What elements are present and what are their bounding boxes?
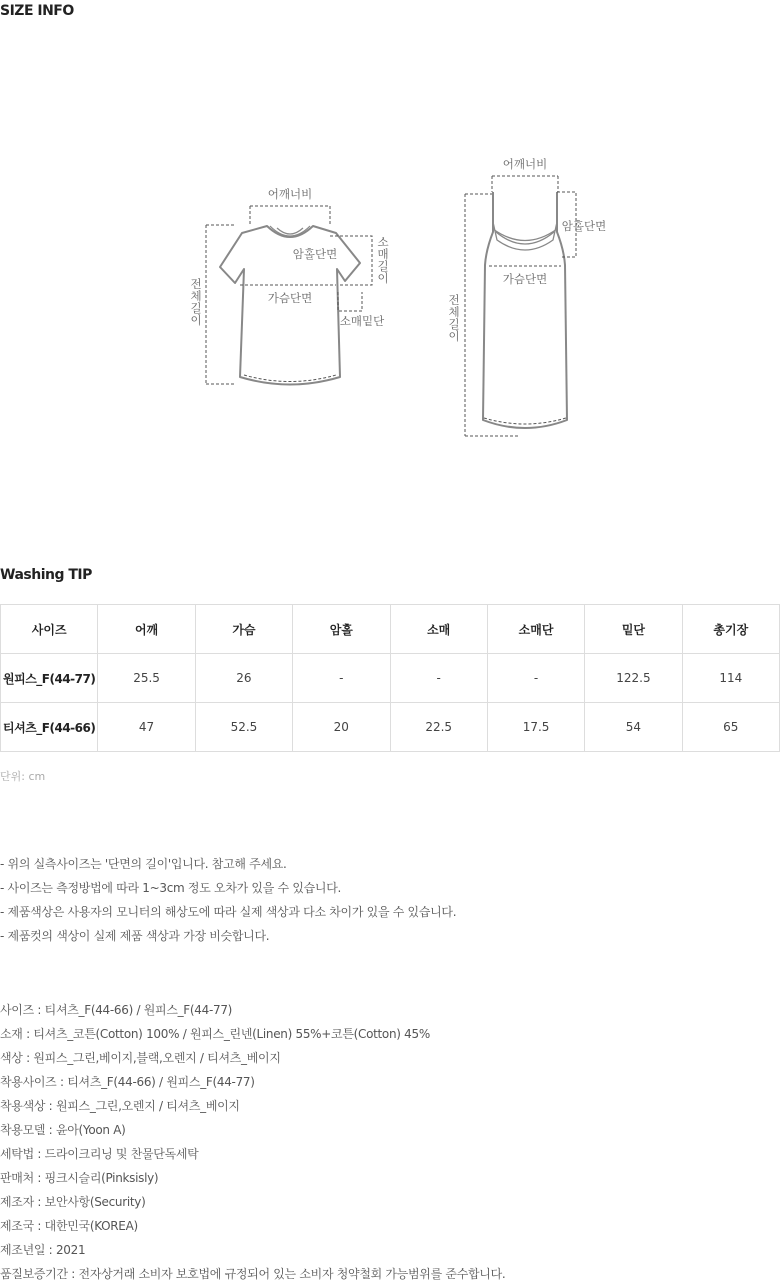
table-cell: 25.5 — [98, 654, 195, 703]
header-armhole: 암홀 — [293, 605, 390, 654]
table-cell: 47 — [98, 703, 195, 752]
tshirt-total-length-label-4: 이 — [190, 313, 202, 327]
dress-total-length-label-4: 이 — [448, 329, 460, 343]
table-cell: 원피스_F(44-77) — [1, 654, 98, 703]
product-details-list — [0, 998, 505, 1286]
header-sleeve-hem: 소매단 — [487, 605, 584, 654]
dress-total-length-label-2: 체 — [448, 305, 460, 319]
size-diagram — [0, 30, 780, 550]
table-cell: 122.5 — [585, 654, 682, 703]
header-sleeve: 소매 — [390, 605, 487, 654]
tshirt-armhole-label: 암홀단면 — [292, 247, 338, 261]
table-cell: 52.5 — [195, 703, 292, 752]
header-total-length: 총기장 — [682, 605, 779, 654]
washing-tip-title: Washing TIP — [0, 567, 92, 583]
table-cell: - — [487, 654, 584, 703]
header-size: 사이즈 — [1, 605, 98, 654]
list-item: 제조년일 : 2021 — [0, 1243, 86, 1257]
dress-chest-label: 가슴단면 — [502, 272, 548, 286]
list-item: 품질보증기간 : 전자상거래 소비자 보호법에 규정되어 있는 소비자 청약철회 가능범위를 준수합니다. — [0, 1267, 506, 1281]
list-item: 착용색상 : 원피스_그린,오렌지 / 티셔츠_베이지 — [0, 1099, 240, 1113]
list-item: 색상 : 원피스_그린,베이지,블랙,오렌지 / 티셔츠_베이지 — [0, 1051, 281, 1065]
list-item: 제조자 : 보안사항(Security) — [0, 1195, 146, 1209]
unit-label: 단위: cm — [0, 770, 46, 783]
header-shoulder: 어깨 — [98, 605, 195, 654]
list-item: 착용사이즈 : 티셔츠_F(44-66) / 원피스_F(44-77) — [0, 1075, 255, 1089]
list-item: - 사이즈는 측정방법에 따라 1~3cm 정도 오차가 있을 수 있습니다. — [0, 881, 342, 895]
dress-total-length-label-1: 전 — [448, 293, 460, 307]
dress-total-length-label-3: 길 — [448, 317, 460, 331]
dress-drawing — [483, 192, 567, 428]
tshirt-sleeve-length-label-4: 이 — [377, 271, 389, 285]
tshirt-total-length-label-3: 길 — [190, 301, 202, 315]
table-cell: - — [293, 654, 390, 703]
list-item: 제조국 : 대한민국(KOREA) — [0, 1219, 138, 1233]
size-info-title: SIZE INFO — [0, 3, 74, 19]
table-cell: 17.5 — [487, 703, 584, 752]
table-cell: 티셔츠_F(44-66) — [1, 703, 98, 752]
list-item: 착용모델 : 윤아(Yoon A) — [0, 1123, 126, 1137]
notice-list — [0, 852, 456, 948]
tshirt-shoulder-label: 어깨너비 — [267, 187, 313, 201]
table-cell: 54 — [585, 703, 682, 752]
header-chest: 가슴 — [195, 605, 292, 654]
list-item: 세탁법 : 드라이크리닝 및 찬물단독세탁 — [0, 1147, 199, 1161]
table-cell: 20 — [293, 703, 390, 752]
table-cell: 114 — [682, 654, 779, 703]
tshirt-sleeve-hem-label: 소매밑단 — [339, 314, 385, 328]
table-cell: - — [390, 654, 487, 703]
dress-armhole-label: 암홀단면 — [561, 219, 607, 233]
list-item: 소재 : 티셔츠_코튼(Cotton) 100% / 원피스_린넨(Linen) 55%+코튼(Cotton) 45% — [0, 1027, 430, 1041]
tshirt-sleeve-length-label-3: 길 — [377, 259, 389, 273]
table-row — [1, 654, 780, 703]
list-item: - 제품색상은 사용자의 모니터의 해상도에 따라 실제 색상과 다소 차이가 있을 수 있습니다. — [0, 905, 457, 919]
tshirt-sleeve-length-label-2: 매 — [377, 247, 389, 261]
list-item: - 제품컷의 색상이 실제 제품 색상과 가장 비슷합니다. — [0, 929, 270, 943]
tshirt-chest-label: 가슴단면 — [267, 291, 313, 305]
list-item: 사이즈 : 티셔츠_F(44-66) / 원피스_F(44-77) — [0, 1003, 233, 1017]
size-table — [0, 604, 780, 752]
list-item: - 위의 실측사이즈는 '단면의 길이'입니다. 참고해 주세요. — [0, 857, 287, 871]
dress-shoulder-label: 어깨너비 — [502, 157, 548, 171]
table-header-row — [1, 605, 780, 654]
list-item: 판매처 : 핑크시슬리(Pinksisly) — [0, 1171, 159, 1185]
tshirt-sleeve-length-label-1: 소 — [377, 235, 389, 249]
table-row — [1, 703, 780, 752]
table-cell: 26 — [195, 654, 292, 703]
tshirt-total-length-label-1: 전 — [190, 277, 202, 291]
tshirt-total-length-label-2: 체 — [190, 289, 202, 303]
header-hem: 밑단 — [585, 605, 682, 654]
table-cell: 65 — [682, 703, 779, 752]
table-cell: 22.5 — [390, 703, 487, 752]
tshirt-drawing — [220, 226, 360, 385]
